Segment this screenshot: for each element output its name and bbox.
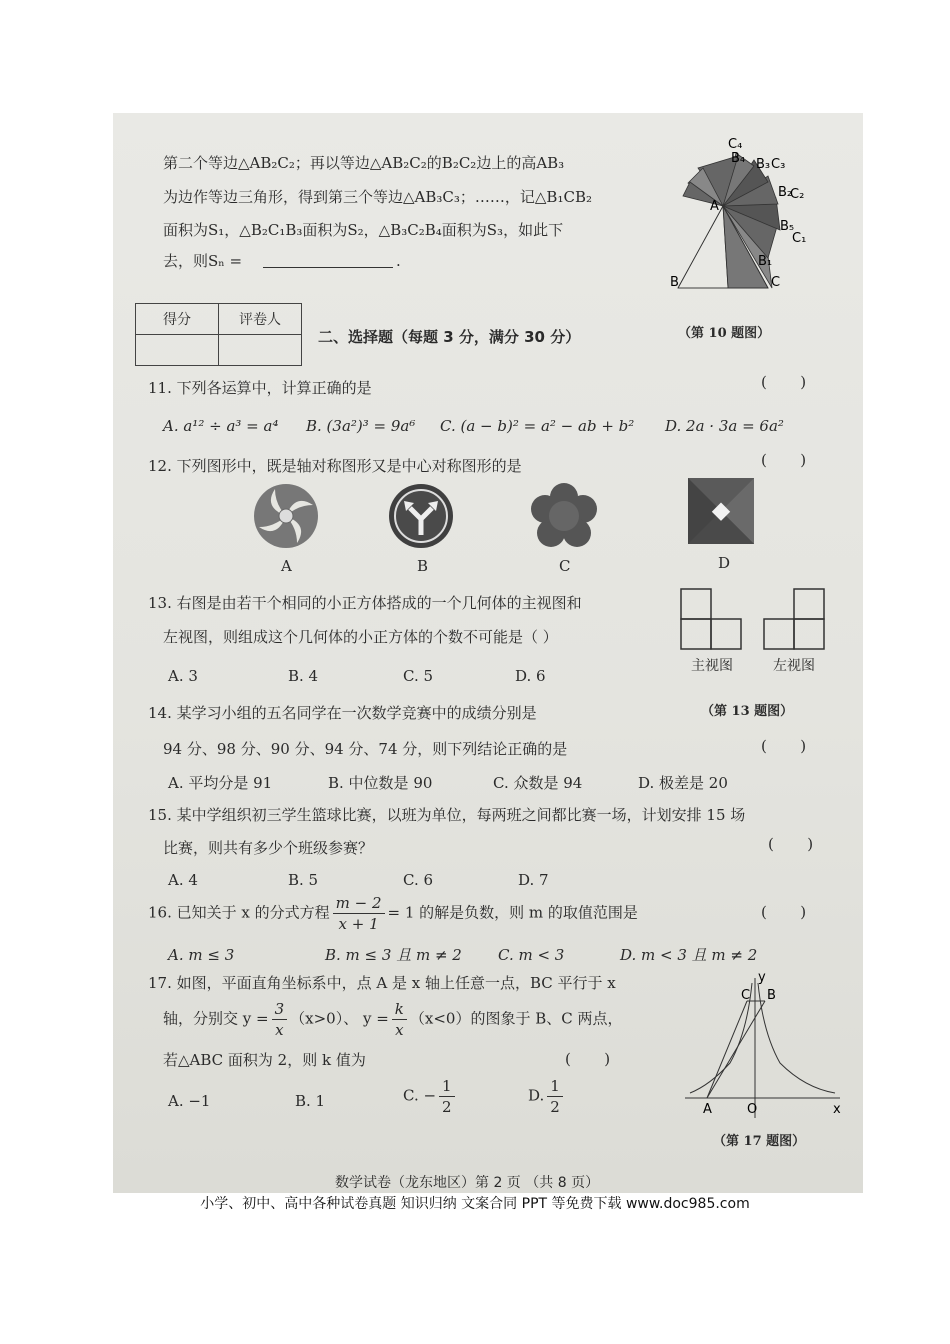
- q11-option-d: D. 2a · 3a = 6a²: [665, 417, 784, 435]
- q15-line1: 15. 某中学组织初三学生篮球比赛，以班为单位，每两班之间都比赛一场，计划安排 15 场: [148, 806, 746, 824]
- q15-line2: 比赛，则共有多少个班级参赛？: [163, 839, 374, 857]
- q17-label-b: B: [767, 988, 776, 1003]
- q17-frac2-num: k: [392, 999, 407, 1020]
- q17-optc-num: 1: [439, 1076, 455, 1097]
- q17-option-c-prefix: C. −: [403, 1086, 437, 1105]
- q16-numerator: m − 2: [333, 893, 385, 914]
- q17-option-b: B. 1: [295, 1092, 326, 1110]
- q12-label-a: A: [281, 557, 292, 575]
- q17-optc-den: 2: [442, 1098, 452, 1116]
- q17-fraction-1: [272, 999, 288, 1040]
- q12-answer-paren[interactable]: ( ): [761, 451, 807, 469]
- score-cell[interactable]: [136, 335, 219, 366]
- q11-option-b: B. (3a²)³ = 9a⁶: [306, 417, 416, 435]
- q17-option-c: [403, 1076, 458, 1117]
- q16-option-b: B. m ≤ 3 且 m ≠ 2: [325, 946, 462, 964]
- q17-optd-num: 1: [547, 1076, 563, 1097]
- q10-line1: 第二个等边△AB₂C₂；再以等边△AB₂C₂的B₂C₂边上的高AB₃: [163, 154, 565, 172]
- q13-option-b: B. 4: [288, 667, 319, 685]
- q17-figure-caption: （第 17 题图）: [713, 1134, 806, 1149]
- q17-option-d-prefix: D.: [528, 1086, 545, 1105]
- q13-line2: 左视图，则组成这个几何体的小正方体的个数不可能是（ ）: [163, 628, 558, 646]
- q12-stem: 12. 下列图形中，既是轴对称图形又是中心对称图形的是: [148, 457, 522, 475]
- q17-label-x: x: [833, 1102, 841, 1117]
- q13-option-a: A. 3: [168, 667, 198, 685]
- q16-fraction: [333, 893, 385, 934]
- q10-label-b4: B₄: [731, 151, 746, 166]
- q17-option-d: [528, 1076, 566, 1117]
- q10-label-b: B: [670, 275, 679, 290]
- q10-figure: [668, 138, 818, 288]
- q12-label-d: D: [718, 554, 731, 572]
- q17-frac1-den: x: [275, 1021, 284, 1039]
- q13-left-view: [763, 588, 829, 650]
- q10-line4: 去，则Sₙ =: [163, 252, 243, 270]
- q17-label-o: O: [747, 1102, 758, 1117]
- q15-option-c: C. 6: [403, 871, 434, 889]
- q17-option-d-fraction: [547, 1076, 563, 1117]
- q17-label-a: A: [703, 1102, 712, 1117]
- q10-label-a: A: [710, 199, 719, 214]
- q16-stem: [148, 893, 638, 934]
- q12-figure-b: [388, 483, 454, 549]
- site-footer: 小学、初中、高中各种试卷真题 知识归纳 文案合同 PPT 等免费下载 www.doc985.com: [200, 1196, 750, 1212]
- q10-line3: 面积为S₁，△B₂C₁B₃面积为S₂，△B₃C₂B₄面积为S₃，如此下: [163, 221, 564, 239]
- q10-label-c4: C₄: [728, 137, 743, 152]
- score-table: [135, 303, 302, 366]
- q14-line2: 94 分、98 分、90 分、94 分、74 分，则下列结论正确的是: [163, 740, 568, 758]
- q17-label-y: y: [758, 970, 766, 985]
- q17-line1: 17. 如图，平面直角坐标系中，点 A 是 x 轴上任意一点，BC 平行于 x: [148, 974, 616, 992]
- q15-option-d: D. 7: [518, 871, 549, 889]
- q13-line1: 13. 右图是由若干个相同的小正方体搭成的一个几何体的主视图和: [148, 594, 582, 612]
- q17-frac1-num: 3: [272, 999, 288, 1020]
- q14-option-a: A. 平均分是 91: [168, 774, 273, 792]
- q12-figure-c: [531, 483, 597, 549]
- q14-line1: 14. 某学习小组的五名同学在一次数学竞赛中的成绩分别是: [148, 704, 537, 722]
- q13-left-view-label: 左视图: [773, 658, 815, 674]
- q11-option-a: A. a¹² ÷ a³ = a⁴: [163, 417, 279, 435]
- q13-figure-caption: （第 13 题图）: [701, 704, 794, 719]
- q10-label-b1: B₁: [758, 254, 773, 269]
- q14-answer-paren[interactable]: ( ): [761, 737, 807, 755]
- q15-option-b: B. 5: [288, 871, 319, 889]
- q13-front-view-label: 主视图: [691, 658, 733, 674]
- q14-option-b: B. 中位数是 90: [328, 774, 433, 792]
- q12-label-c: C: [559, 557, 571, 575]
- q10-figure-caption: （第 10 题图）: [678, 326, 771, 341]
- exam-page-photo: [113, 113, 863, 1193]
- q10-line4-end: .: [396, 252, 401, 270]
- q15-option-a: A. 4: [168, 871, 198, 889]
- q12-label-b: B: [417, 557, 429, 575]
- q17-line2-c: （x<0）的图象于 B、C 两点，: [409, 1009, 623, 1028]
- q14-option-d: D. 极差是 20: [638, 774, 728, 792]
- q10-label-b2: B₂: [778, 185, 793, 200]
- q12-figure-a: [253, 483, 319, 549]
- q10-label-c1: C₁: [792, 231, 807, 246]
- q16-denominator: x + 1: [338, 915, 379, 933]
- q16-suffix: = 1 的解是负数，则 m 的取值范围是: [387, 903, 638, 922]
- q17-line2-b: （x>0）、 y =: [290, 1009, 389, 1028]
- q11-option-c: C. (a − b)² = a² − ab + b²: [440, 417, 635, 435]
- q13-option-c: C. 5: [403, 667, 434, 685]
- q17-option-c-fraction: [439, 1076, 455, 1117]
- exam-page-footer: 数学试卷（龙东地区）第 2 页 （共 8 页）: [335, 1175, 600, 1191]
- q16-option-d: D. m < 3 且 m ≠ 2: [620, 946, 758, 964]
- q16-option-c: C. m < 3: [498, 946, 565, 964]
- q17-answer-paren[interactable]: ( ): [565, 1050, 611, 1068]
- q10-line2: 为边作等边三角形，得到第三个等边△AB₃C₃；……，记△B₁CB₂: [163, 188, 592, 206]
- q16-prefix: 16. 已知关于 x 的分式方程: [148, 903, 330, 922]
- q17-frac2-den: x: [395, 1021, 404, 1039]
- q16-option-a: A. m ≤ 3: [168, 946, 235, 964]
- q17-fraction-2: [392, 999, 407, 1040]
- score-header: 得分: [136, 304, 219, 335]
- q14-option-c: C. 众数是 94: [493, 774, 583, 792]
- q17-label-c: C: [741, 988, 751, 1003]
- q17-figure: [685, 970, 845, 1123]
- q17-line2-a: 轴，分别交 y =: [163, 1009, 269, 1028]
- q11-stem: 11. 下列各运算中，计算正确的是: [148, 379, 372, 397]
- q13-front-view: [680, 588, 746, 650]
- q10-label-b5: B₅: [780, 219, 795, 234]
- q11-answer-paren[interactable]: ( ): [761, 373, 807, 391]
- q17-line3: 若△ABC 面积为 2，则 k 值为: [163, 1051, 366, 1069]
- q15-answer-paren[interactable]: ( ): [768, 835, 814, 853]
- q10-label-c3: C₃: [771, 157, 786, 172]
- q10-label-b3: B₃: [756, 157, 771, 172]
- q16-answer-paren[interactable]: ( ): [761, 903, 807, 921]
- q17-line2: [163, 999, 623, 1040]
- q12-figure-d: [688, 478, 754, 544]
- q10-label-c2: C₂: [790, 187, 805, 202]
- section-title: 二、选择题（每题 3 分，满分 30 分）: [318, 328, 581, 346]
- grader-cell[interactable]: [219, 335, 302, 366]
- grader-header: 评卷人: [219, 304, 302, 335]
- q13-option-d: D. 6: [515, 667, 546, 685]
- answer-blank: [263, 267, 393, 268]
- q17-optd-den: 2: [550, 1098, 560, 1116]
- q10-label-c: C: [771, 275, 781, 290]
- q17-option-a: A. −1: [168, 1092, 211, 1110]
